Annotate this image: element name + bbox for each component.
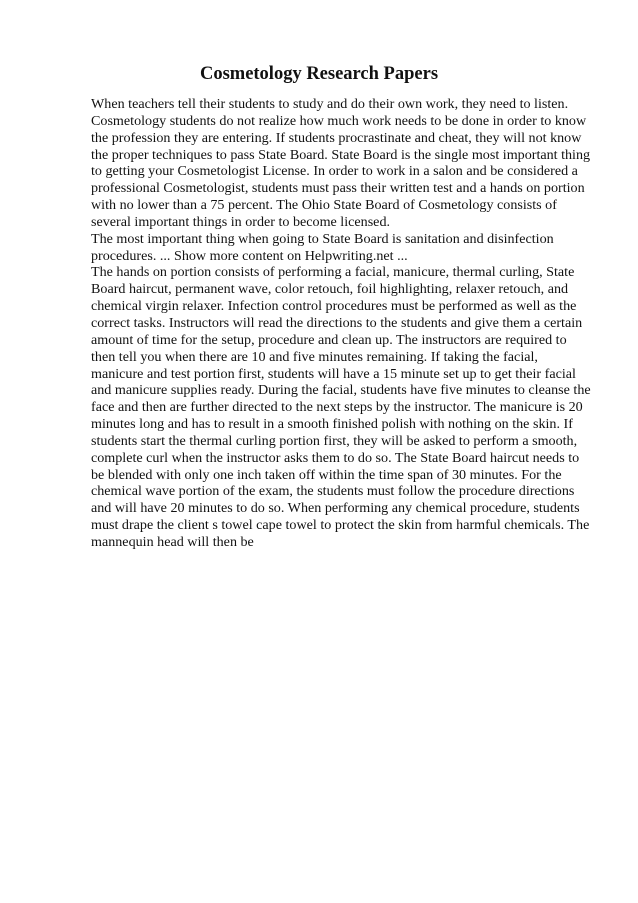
paragraph-hands-on: The hands on portion consists of performing a facial, manicure, thermal curling, State Board haircut, permanent wave, color retouch, foil highlighting, relaxer retouch, and chemical virgin relaxer. Infection control procedures must be performed as well as the correct tasks. Instructors will read the directions to the students and give them a certain amount of time for the setup, procedure and clean up. The instructors are required to then tell you when there are 10 and five minutes remaining. If taking the facial, manicure and test portion first, students will have a 15 minute set up to get their facial and manicure supplies ready. During the facial, students have five minutes to cleanse the face and then are further directed to the next steps by the instructor. The manicure is 20 minutes long and has to result in a smooth finished polish with nothing on the skin. If students start the thermal curling portion first, they will be asked to perform a smooth, complete curl when the instructor asks them to do so. The State Board haircut needs to be blended with only one inch taken off within the time span of 30 minutes. For the chemical wave portion of the exam, the students must follow the procedure directions and will have 20 minutes to do so. When performing any chemical procedure, students must drape the client s towel cape towel to protect the skin from harmful chemicals. The mannequin head will then be: [91, 264, 591, 550]
paragraph-sanitation: [91, 231, 591, 265]
document-title: Cosmetology Research Papers: [199, 64, 439, 84]
paragraph-sanitation-text: The most important thing when going to State Board is sanitation and disinfection procedures. ...: [91, 230, 554, 264]
document-body: [91, 96, 591, 551]
paragraph-intro: When teachers tell their students to study and do their own work, they need to listen. Cosmetology students do not realize how much work needs to be done in order to know the profession they are entering. If students procrastinate and cheat, they will not know the proper techniques to pass State Board. State Board is the single most important thing to getting your Cosmetologist License. In order to work in a salon and be considered a professional Cosmetologist, students must pass their written test and a hands on portion with no lower than a 75 percent. The Ohio State Board of Cosmetology consists of several important things in order to become licensed.: [91, 96, 591, 230]
show-more-link[interactable]: Show more content on Helpwriting.net ...: [173, 247, 408, 264]
